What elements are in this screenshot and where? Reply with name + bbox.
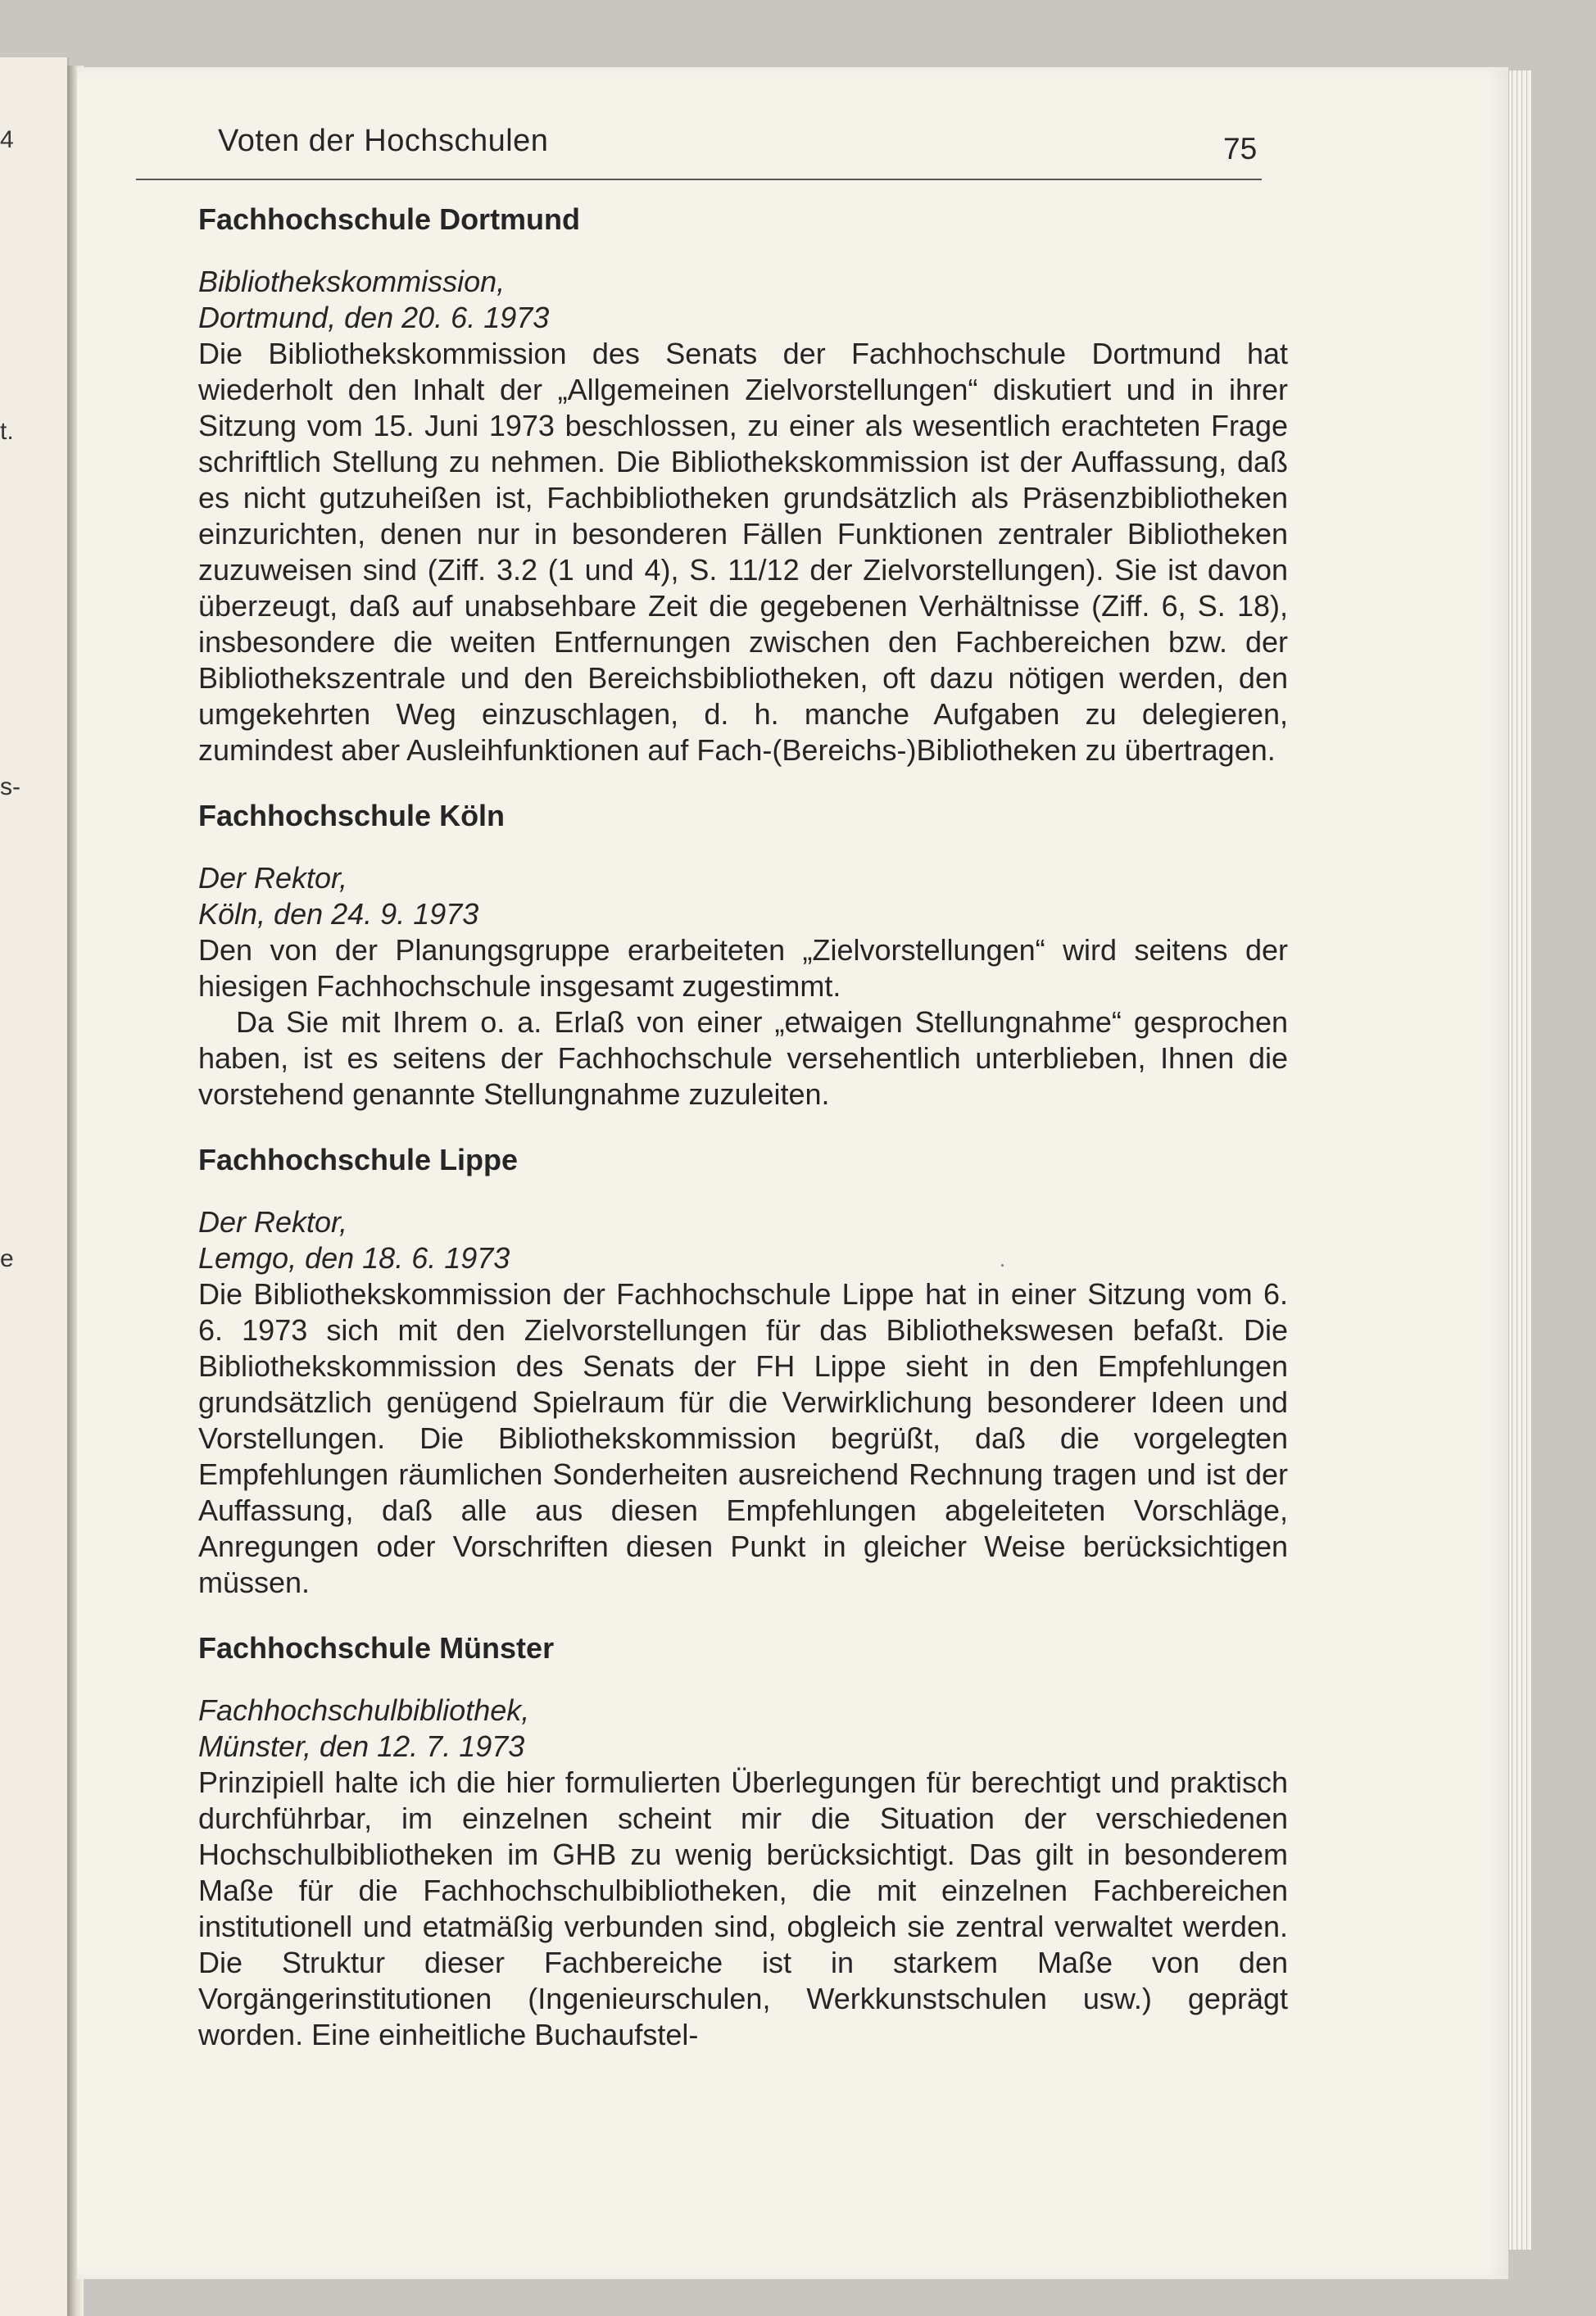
- sender-line: Der Rektor,: [198, 861, 348, 895]
- left-page-fragment-3: s-: [0, 773, 20, 800]
- section-dortmund: [198, 200, 1288, 768]
- paragraph: Da Sie mit Ihrem o. a. Erlaß von einer „etwaigen Stellungnahme“ gesprochen haben, ist es seitens der Fachhochschule versehentlich unterblieben, Ihnen die vorstehend genannte Stellungnahme zuzuleiten.: [198, 1005, 1288, 1111]
- paragraph: Die Bibliothekskommission des Senats der Fachhochschule Dortmund hat wiederholt den Inhalt der „Allgemeinen Zielvorstellungen“ diskutiert und in ihrer Sitzung vom 15. Juni 1973 beschlossen, zu einer als wesentlich erachteten Frage schriftlich Stellung zu nehmen. Die Bibliothekskommission ist der Auffassung, daß es nicht gutzuheißen ist, Fachbibliotheken grundsätzlich als Präsenzbibliotheken einzurichten, denen nur in besonderen Fällen Funktionen zentraler Bibliotheken zuzuweisen sind (Ziff. 3.2 (1 und 4), S. 11/12 der Zielvorstellungen). Sie ist davon überzeugt, daß auf unabsehbare Zeit die gegebenen Verhältnisse (Ziff. 6, S. 18), insbesondere die weiten Entfernungen zwischen den Fachbereichen bzw. der Bibliothekszentrale und den Bereichsbibliotheken, oft dazu nötigen werden, den umgekehrten Weg einzuschlagen, d. h. manche Aufgaben zu delegieren, zumindest aber Ausleihfunktionen auf Fach-(Bereichs-)Bibliotheken zu übertragen.: [198, 337, 1288, 767]
- section-title: Fachhochschule Lippe: [198, 1143, 519, 1176]
- date-line: Dortmund, den 20. 6. 1973: [198, 301, 550, 334]
- section-title: Fachhochschule Dortmund: [198, 202, 581, 236]
- date-line: Münster, den 12. 7. 1973: [198, 1729, 525, 1763]
- paragraph: Die Bibliothekskommission der Fachhochschule Lippe hat in einer Sitzung vom 6. 6. 1973 sich mit den Zielvorstellungen für das Bibliothekswesen befaßt. Die Bibliothekskommission des Senats der FH Lippe sieht in den Empfehlungen grundsätzlich genügend Spielraum für die Verwirklichung besonderer Ideen und Vorstellungen. Die Bibliothekskommission begrüßt, daß die vorgelegten Empfehlungen räumlichen Sonderheiten ausreichend Rechnung tragen und ist der Auffassung, daß alle aus diesen Empfehlungen abgeleiteten Vorschläge, Anregungen oder Vorschriften diesen Punkt in gleicher Weise berücksichtigen müssen.: [198, 1277, 1288, 1599]
- paragraph: Prinzipiell halte ich die hier formulierten Überlegungen für berechtigt und praktisch durchführbar, im einzelnen scheint mir die Situation der verschiedenen Hochschulbibliotheken im GHB zu wenig berücksichtigt. Das gilt in besonderem Maße für die Fachhochschulbibliotheken, die mit einzelnen Fachbereichen institutionell und etatmäßig verbunden sind, obgleich sie zentral verwaltet werden. Die Struktur dieser Fachbereiche ist in starkem Maße von den Vorgängerinstitutionen (Ingenieurschulen, Werkkunstschulen usw.) geprägt worden. Eine einheitliche Buchaufstel-: [198, 1765, 1288, 2051]
- left-page-fragment-2: t.: [0, 418, 14, 445]
- running-header-title: Voten der Hochschulen: [218, 124, 549, 158]
- left-page-fragment-1: 4: [0, 126, 14, 153]
- section-muenster: [198, 1629, 1288, 2053]
- section-koeln: [198, 796, 1288, 1113]
- left-page-strip: [0, 57, 69, 2316]
- section-title: Fachhochschule Münster: [198, 1631, 555, 1665]
- section-title: Fachhochschule Köln: [198, 799, 506, 832]
- section-lippe: [198, 1140, 1288, 1601]
- header-rule: [136, 179, 1262, 180]
- paragraph: Den von der Planungsgruppe erarbeiteten „Zielvorstellungen“ wird seitens der hiesigen Fachhochschule insgesamt zugestimmt.: [198, 933, 1288, 1003]
- page-stack-edge: [1509, 70, 1532, 2250]
- left-page-fragment-4: e: [0, 1245, 14, 1272]
- sender-line: Der Rektor,: [198, 1205, 348, 1239]
- page-number: 75: [1223, 132, 1258, 165]
- sender-line: Bibliothekskommission,: [198, 265, 506, 298]
- date-line: Köln, den 24. 9. 1973: [198, 897, 479, 931]
- page-content: [198, 200, 1288, 2081]
- stray-print-dot: [1001, 1264, 1004, 1267]
- date-line: Lemgo, den 18. 6. 1973: [198, 1241, 510, 1275]
- sender-line: Fachhochschulbibliothek,: [198, 1693, 530, 1727]
